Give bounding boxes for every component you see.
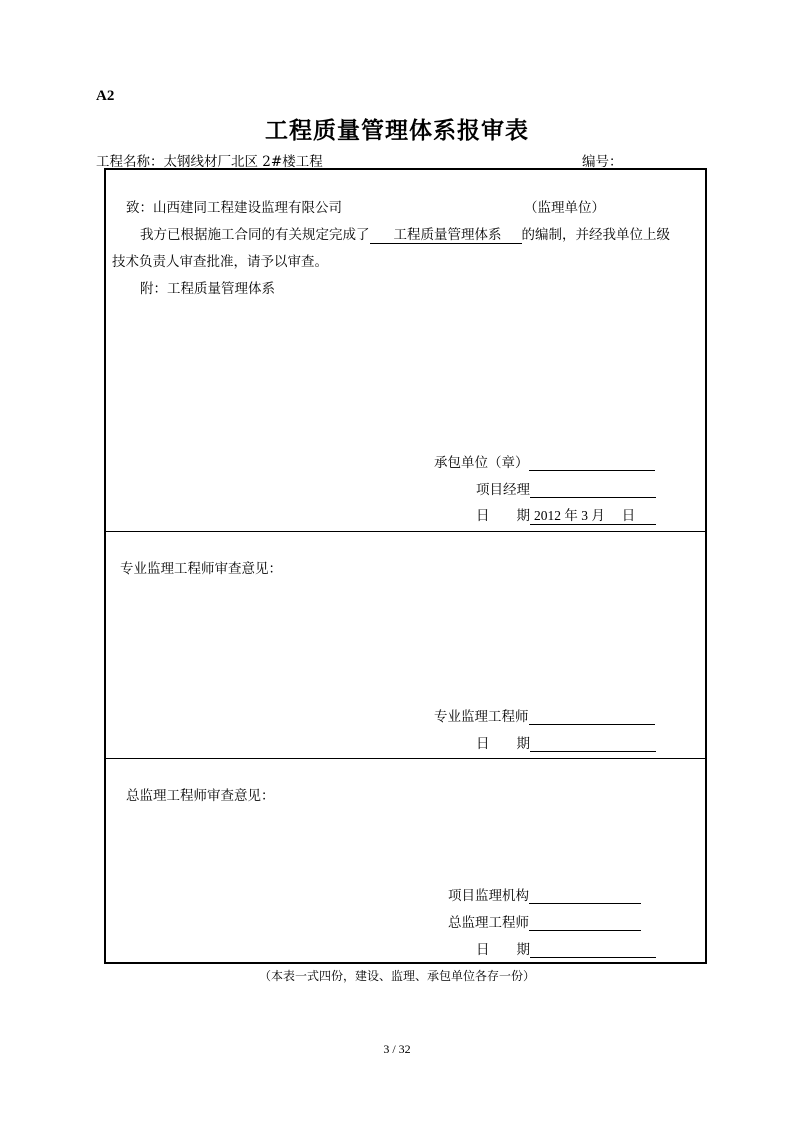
form-code: A2	[96, 88, 115, 104]
specialist-opinion-label: 专业监理工程师审查意见：	[120, 561, 282, 577]
submission-statement	[140, 223, 670, 244]
chief-engineer-signature	[448, 911, 641, 931]
contractor-signature-line	[529, 455, 655, 471]
supervision-org-line	[529, 888, 641, 904]
page-number: 3 / 32	[383, 1042, 411, 1056]
recipient-line	[126, 196, 342, 216]
statement-line-2: 技术负责人审查批准，请予以审查。	[112, 254, 328, 270]
recipient-label: 致：	[126, 200, 153, 216]
recipient-unit: （监理单位）	[524, 200, 605, 216]
project-name-label: 工程名称：	[96, 154, 164, 170]
chief-date	[476, 938, 656, 958]
project-name-value: 太钢线材厂北区 2#楼工程	[163, 154, 323, 170]
specialist-date-line	[530, 736, 656, 752]
serial-number	[582, 150, 623, 170]
attachment-value: 工程质量管理体系	[167, 281, 275, 297]
statement-prefix: 我方已根据施工合同的有关规定完成了	[140, 227, 370, 243]
manager-signature-line	[530, 482, 656, 498]
chief-engineer-label: 总监理工程师	[448, 915, 529, 931]
chief-date-label: 日 期	[476, 942, 530, 958]
chief-opinion-label: 总监理工程师审查意见：	[126, 788, 275, 804]
supervision-org-label: 项目监理机构	[448, 888, 529, 904]
review-form-table	[104, 168, 707, 964]
section-divider-2	[106, 758, 705, 759]
section-divider-1	[106, 531, 705, 532]
specialist-signature	[434, 705, 655, 725]
specialist-date-label: 日 期	[476, 736, 530, 752]
contractor-date-value: 2012 年 3 月 日	[530, 504, 656, 525]
recipient-value: 山西建同工程建设监理有限公司	[153, 200, 342, 216]
footer-note: （本表一式四份，建设、监理、承包单位各存一份）	[258, 969, 535, 983]
contractor-signature	[434, 451, 655, 471]
attachment-line	[140, 277, 275, 297]
contractor-date	[476, 504, 656, 525]
contractor-date-label: 日 期	[476, 508, 530, 524]
chief-engineer-line	[529, 915, 641, 931]
page-title: 工程质量管理体系报审表	[265, 117, 529, 144]
manager-label: 项目经理	[476, 482, 530, 498]
serial-number-label: 编号：	[582, 154, 623, 170]
specialist-date	[476, 732, 656, 752]
specialist-engineer-label: 专业监理工程师	[434, 709, 529, 725]
specialist-signature-line	[529, 709, 655, 725]
chief-date-line	[530, 942, 656, 958]
supervision-org-signature	[448, 884, 641, 904]
statement-suffix: 的编制，并经我单位上级	[521, 227, 670, 243]
manager-signature	[476, 478, 656, 498]
project-name	[96, 150, 323, 170]
attachment-label: 附：	[140, 281, 167, 297]
statement-filled-field: 工程质量管理体系	[370, 223, 522, 244]
contractor-label: 承包单位（章）	[434, 455, 529, 471]
